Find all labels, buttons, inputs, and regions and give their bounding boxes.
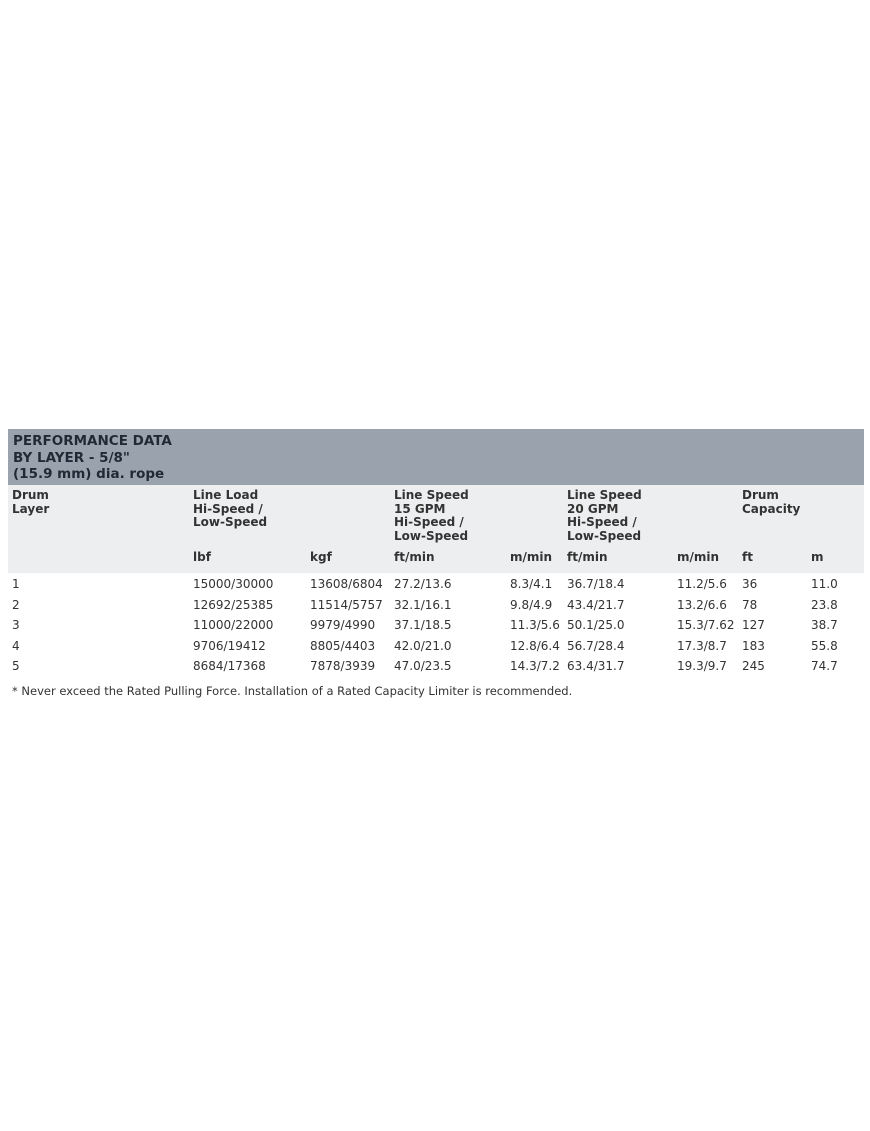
table-cell: 183: [742, 638, 765, 653]
header-drum-capacity: [742, 489, 800, 516]
unit-ft: ft: [742, 550, 753, 564]
header-line-speed-15: [394, 489, 469, 544]
table-cell: 63.4/31.7: [567, 659, 625, 673]
table-cell: 15.3/7.62: [677, 618, 735, 632]
table-cell: 5: [12, 659, 20, 673]
header-line: Low-Speed: [394, 529, 469, 544]
title-bar: [8, 429, 864, 485]
table-title-line-2: BY LAYER - 5/8": [13, 449, 130, 466]
table-cell: 56.7/28.4: [567, 638, 625, 653]
table-cell: 11000/22000: [193, 618, 274, 632]
table-cell: 14.3/7.2: [510, 659, 560, 673]
unit-m-min-20: m/min: [677, 550, 720, 564]
table-cell: 27.2/13.6: [394, 577, 452, 591]
table-cell: 36: [742, 577, 758, 591]
header-drum-layer: [12, 489, 49, 516]
table-cell: 15000/30000: [193, 577, 274, 591]
table-cell: 13.2/6.6: [677, 597, 727, 612]
footnote: * Never exceed the Rated Pulling Force. Installation of a Rated Capacity Limiter is recommended.: [12, 684, 573, 698]
header-line: 15 GPM: [394, 501, 446, 516]
table-cell: 8.3/4.1: [510, 577, 553, 591]
table-cell: 9979/4990: [310, 618, 376, 632]
header-line: Drum: [742, 488, 779, 502]
table-cell: 7878/3939: [310, 659, 376, 673]
table-cell: 9706/19412: [193, 638, 266, 653]
unit-m-min-15: m/min: [510, 550, 553, 564]
table-cell: 11.3/5.6: [510, 618, 560, 632]
header-line: Capacity: [742, 501, 801, 516]
table-cell: 47.0/23.5: [394, 659, 452, 673]
table-cell: 36.7/18.4: [567, 577, 625, 591]
table-cell: 43.4/21.7: [567, 597, 625, 612]
table-cell: 8684/17368: [193, 659, 266, 673]
table-cell: 1: [12, 577, 20, 591]
unit-kgf: kgf: [310, 550, 332, 564]
header-line-load: [193, 489, 267, 530]
table-cell: 13608/6804: [310, 577, 383, 591]
table-cell: 42.0/21.0: [394, 638, 452, 653]
table-cell: 2: [12, 597, 20, 612]
table-cell: 9.8/4.9: [510, 597, 553, 612]
table-cell: 12692/25385: [193, 597, 274, 612]
table-cell: 11514/5757: [310, 597, 383, 612]
table-cell: 37.1/18.5: [394, 618, 452, 632]
table-cell: 78: [742, 597, 758, 612]
header-line-speed-20: [567, 489, 642, 544]
table-cell: 32.1/16.1: [394, 597, 452, 612]
header-line: Layer: [12, 501, 50, 516]
header-line: Hi-Speed /: [567, 515, 637, 530]
header-line: Low-Speed: [567, 529, 642, 544]
table-cell: 127: [742, 618, 765, 632]
unit-ft-min-20: ft/min: [567, 550, 608, 564]
table-title-line-1: PERFORMANCE DATA: [13, 433, 172, 449]
table-cell: 245: [742, 659, 765, 673]
table-cell: 17.3/8.7: [677, 638, 727, 653]
unit-m: m: [811, 550, 824, 564]
column-headers: [8, 485, 864, 573]
table-cell: 38.7: [811, 618, 838, 632]
header-line: Low-Speed: [193, 515, 268, 530]
table-cell: 23.8: [811, 597, 838, 612]
table-cell: 50.1/25.0: [567, 618, 625, 632]
table-cell: 4: [12, 638, 20, 653]
header-line: Hi-Speed /: [193, 501, 263, 516]
table-cell: 8805/4403: [310, 638, 376, 653]
header-line: 20 GPM: [567, 501, 619, 516]
table-body: [8, 573, 864, 683]
header-line: Line Load: [193, 488, 259, 502]
table-cell: 74.7: [811, 659, 838, 673]
header-line: Hi-Speed /: [394, 515, 464, 530]
table-cell: 12.8/6.4: [510, 638, 560, 653]
unit-ft-min-15: ft/min: [394, 550, 435, 564]
table-cell: 3: [12, 618, 20, 632]
table-cell: 19.3/9.7: [677, 659, 727, 673]
table-title-line-3: (15.9 mm) dia. rope: [13, 466, 165, 482]
header-line: Drum: [12, 488, 49, 502]
table-cell: 11.0: [811, 577, 838, 591]
header-line: Line Speed: [394, 488, 469, 502]
header-line: Line Speed: [567, 488, 642, 502]
table-cell: 55.8: [811, 638, 838, 653]
unit-lbf: lbf: [193, 550, 211, 564]
table-cell: 11.2/5.6: [677, 577, 727, 591]
performance-table: [8, 429, 864, 683]
